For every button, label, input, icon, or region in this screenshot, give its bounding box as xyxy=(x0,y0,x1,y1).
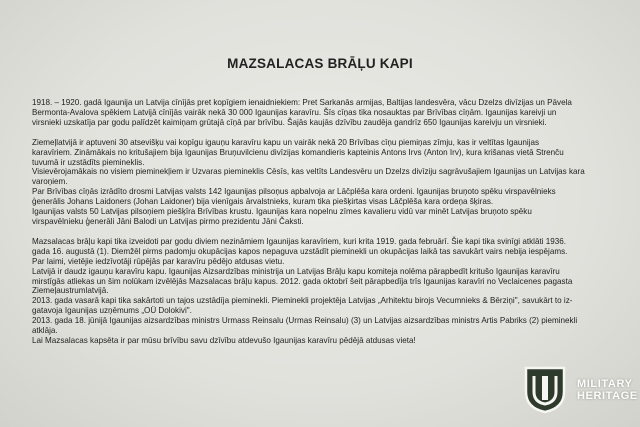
logo-line-2: HERITAGE xyxy=(577,390,638,402)
text-line: Mazsalacas brāļu kapi tika izveidoti par godu diviem nezināmiem Igaunijas karavīriem, kuri krita 1919. gada februārī. Šie kapi tika svinīgi atklāti 1936. xyxy=(32,236,567,246)
text-line: 2013. gada 18. jūnijā Igaunijas aizsardzības ministrs Urmass Reinsalu (Urmas Reinsalu) (3) un Latvijas aizsardzības ministrs Artis Pabriks (2) pieminekli xyxy=(32,316,578,326)
board-text xyxy=(32,98,610,346)
text-line: Par Brīvības cīņās izrādīto drosmi Latvijas valsts 142 Igaunijas pilsoņus apbalvoja ar Lāčplēša kara ordeni. Igaunijas bruņoto spēku virspavēlnieks xyxy=(32,187,556,197)
military-heritage-logo xyxy=(522,362,638,414)
page-title: MAZSALACAS BRĀĻU KAPI xyxy=(227,56,413,71)
text-line: karavīriem. Zināmākais no kritušajiem bija Igaunijas Bruņuvilcienu divīzijas komandieris kapteinis Antons Irvs (Anton Irv), kura krišanas vietā Strenču xyxy=(32,147,564,157)
text-line: gatavoja Igaunijas uzņēmums „OÜ Dolokivi". xyxy=(32,306,192,316)
text-line: Par laimi, vietējie iedzīvotāji rūpējās par karavīru pēdējo atdusas vietu. xyxy=(32,256,285,266)
text-line: virsnieki uzskatīja par godu palīdzēt kaimiņam grūtajā cīņā par brīvību. Šajās kaujās dzīvību zaudēja gandrīz 650 Igaunijas kareivju un virsnieki. xyxy=(32,117,547,127)
text-line: Latvijā ir daudz igauņu karavīru kapu. Igaunijas Aizsardzības ministrija un Latvijas Brāļu kapu komiteja nolēma pārapbedīt kritušo Igaunijas karavīru xyxy=(32,266,560,276)
text-line: 1918. – 1920. gadā Igaunija un Latvija cīnījās pret kopīgiem ienaidniekiem: Pret Sarkanās armijas, Baltijas landesvēra, vācu Dzelzs divīzijas un Pāvela xyxy=(32,98,572,107)
logo-line-1: MILITARY xyxy=(577,378,633,390)
text-line: Visievērojamākais no visiem pieminekļiem ir Uzvaras piemineklis Cēsīs, kas veltīts Landesvēru un Dzelzs divīziju sagrāvušajiem Igaunijas un Latvijas kara xyxy=(32,167,585,177)
paragraph-gap xyxy=(32,227,610,237)
text-line: Bermonta-Avalova spēkiem Latvijā cīnījās vairāk nekā 30 000 Igaunijas karavīru. Šīs cīņas tika nosauktas par Brīvības cīņām. Igaunijas kareivji un xyxy=(32,107,557,117)
text-line: Lai Mazsalacas kapsēta ir par mūsu brīvību savu dzīvību atdevušo Igaunijas karavīru pēdējā atdusas vieta! xyxy=(32,335,416,345)
text-line: Igaunijas valsts 50 Latvijas pilsoņiem piešķīra Brīvības krustu. Igaunijas kara nopelnu zīmes kavalieru vidū var minēt Latvijas bruņoto spēku xyxy=(32,207,532,217)
text-line: 2013. gada vasarā kapi tika sakārtoti un tajos uzstādīja pieminekli. Pieminekli projektēja Latvijas „Arhitektu birojs Vecumnieks & Bērziņi", savukārt to iz- xyxy=(32,296,573,306)
paragraph-gap xyxy=(32,128,610,138)
text-line: virspavēlnieku ģenerāli Jāni Balodi un Latvijas pirmo prezidentu Jāni Čaksti. xyxy=(32,216,304,226)
text-line: tuvumā ir uzstādīts piemineklis. xyxy=(32,157,145,167)
text-line: Ziemeļlatvijā ir aptuveni 30 atsevišķu vai kopīgu igauņu karavīru kapu un vairāk nekā 20 Brīvības cīņu piemiņas zīmju, kas ir veltītas Igaunijas xyxy=(32,137,540,147)
text-line: varoņiem. xyxy=(32,177,68,187)
text-line: mirstīgās atliekas un šim nolūkam izvēlējās Mazsalacas brāļu kapus. 2012. gada oktobrī šeit pārapbedīja trīs Igaunijas karavīri no Veclaicenes pagasta xyxy=(32,276,573,286)
logo-text xyxy=(577,378,638,402)
text-line: Ziemeļaustrumlatvijā. xyxy=(32,286,109,296)
helmet-logo-icon xyxy=(522,362,568,414)
text-line: gada 16. augustā (1). Diemžēl pirms padomju okupācijas kapos nepaguva uzstādīt pieminekli un okupācijas laikā tas savukārt vairs nebija iespējams. xyxy=(32,246,568,256)
text-line: ģenerālis Johans Laidoners (Johan Laidoner) bija vienīgais ārvalstnieks, kuram tika piešķirtas visas Lāčplēša kara ordeņa šķiras. xyxy=(32,197,494,207)
text-line: atklāja. xyxy=(32,326,58,336)
